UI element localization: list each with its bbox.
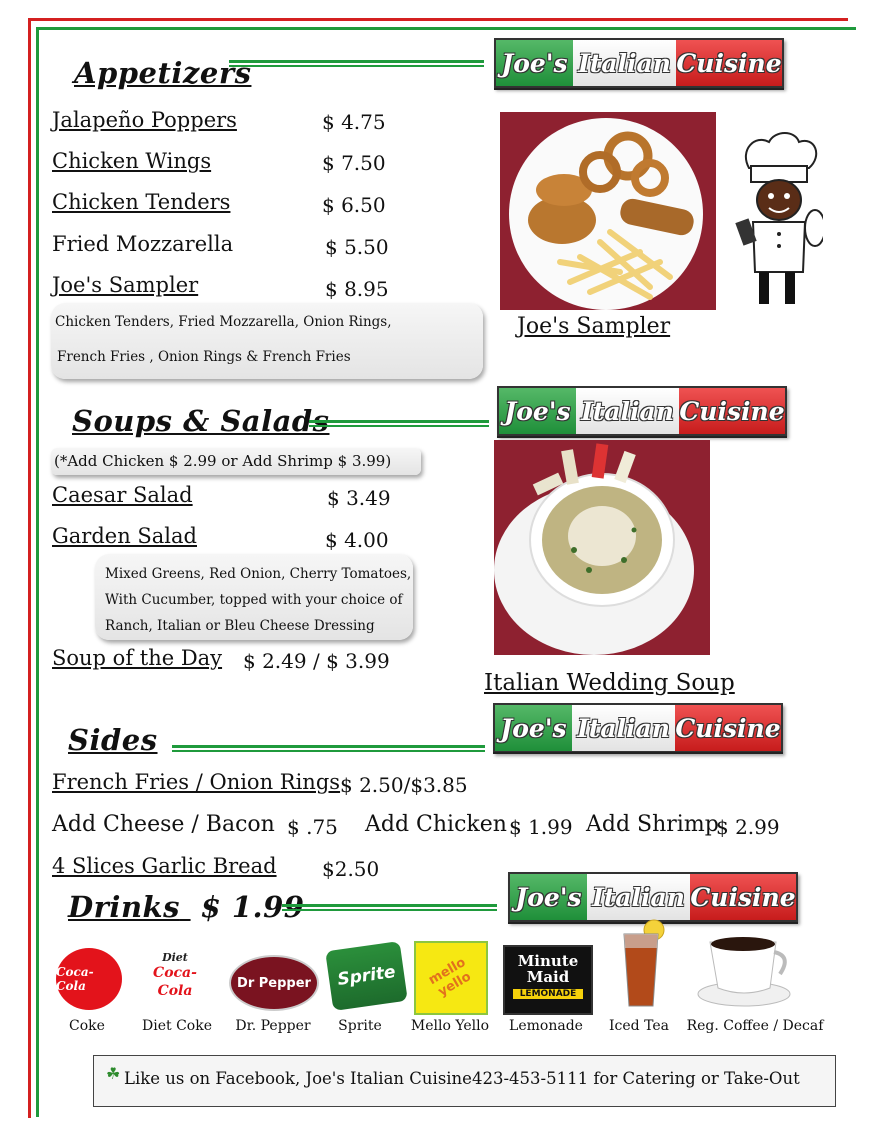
item-name: Jalapeño Poppers: [52, 108, 237, 132]
drinks-heading: [68, 890, 304, 924]
brand-part1: Joe's: [510, 874, 587, 920]
item-name: Chicken Tenders: [52, 190, 231, 214]
drink-label-mello-yello: Mello Yello: [410, 1018, 490, 1034]
item-name: French Fries / Onion Rings: [52, 770, 341, 794]
coke-logo-text: Coca-Cola: [56, 965, 94, 993]
iced-tea-icon: [618, 918, 668, 1010]
brand-banner-3: [493, 703, 783, 753]
menu-price-soup: $ 2.49 / $ 3.99: [243, 649, 390, 673]
mello-yello-logo: [414, 941, 488, 1015]
coffee-cup-icon: [694, 932, 796, 1010]
note-line: French Fries , Onion Rings & French Fries: [57, 349, 351, 365]
drink-label-diet-coke: Diet Coke: [142, 1018, 212, 1034]
mm-line2: Maid: [526, 968, 570, 986]
item-name: Chicken Wings: [52, 149, 212, 173]
menu-item-mozzarella: [52, 232, 233, 256]
drink-label-dr-pepper: Dr. Pepper: [235, 1018, 311, 1034]
brand-part3: Cuisine: [675, 705, 781, 751]
appetizers-heading: Appetizers: [74, 56, 252, 90]
chef-illustration: [735, 130, 823, 308]
note-line: With Cucumber, topped with your choice of: [105, 592, 403, 608]
menu-price-sampler: $ 8.95: [325, 277, 389, 301]
coffee-image: [694, 932, 796, 1010]
soup-caption: Italian Wedding Soup: [484, 670, 735, 696]
border-left-red: [28, 18, 31, 1118]
drink-label-coke: Coke: [69, 1018, 105, 1034]
menu-item-garden: [52, 524, 197, 548]
diet-coke-logo-text: Coca-Cola: [153, 965, 197, 999]
menu-price-caesar: $ 3.49: [327, 486, 391, 510]
menu-price-add-shrimp: $ 2.99: [716, 815, 780, 839]
menu-price-mozzarella: $ 5.50: [325, 235, 389, 259]
chef-icon: [735, 130, 823, 308]
garden-description: [95, 554, 413, 640]
sides-heading: Sides: [68, 723, 158, 757]
item-name: 4 Slices Garlic Bread: [52, 854, 277, 878]
brand-part3: Cuisine: [676, 40, 782, 86]
brand-banner-1: [494, 38, 784, 88]
diet-label: Diet: [162, 951, 188, 964]
drink-label-iced-tea: Iced Tea: [609, 1018, 669, 1034]
note-line: Ranch, Italian or Bleu Cheese Dressing: [105, 618, 375, 634]
drink-label-sprite: Sprite: [338, 1018, 382, 1034]
iced-tea-image: [618, 918, 668, 1010]
sampler-photo-art: [500, 112, 716, 310]
footer-text: Like us on Facebook, Joe's Italian Cuisine423-453-5111 for Catering or Take-Out: [124, 1069, 800, 1088]
item-name: Caesar Salad: [52, 483, 193, 507]
dr-pepper-logo-text: Dr Pepper: [237, 975, 311, 991]
soups-rule: [309, 420, 489, 427]
mello-yello-logo-text: mello yello: [426, 954, 474, 1000]
brand-part1: Joe's: [496, 40, 573, 86]
soup-photo: [494, 440, 710, 655]
brand-part2: Italian: [573, 40, 676, 86]
menu-item-sampler: [52, 273, 198, 297]
sprite-logo: [325, 941, 408, 1011]
mm-line1: Minute: [517, 952, 579, 970]
brand-part2: Italian: [587, 874, 690, 920]
menu-price-wings: $ 7.50: [322, 151, 386, 175]
menu-item-tenders: [52, 190, 230, 214]
drink-label-coffee: Reg. Coffee / Decaf: [686, 1018, 824, 1034]
menu-price-cheese: $ .75: [287, 815, 338, 839]
menu-item-garlic-bread: [52, 854, 277, 878]
sampler-description: [51, 303, 483, 379]
menu-item-wings: [52, 149, 211, 173]
menu-item-soup: [52, 646, 222, 670]
brand-banner-4: [508, 872, 798, 922]
menu-item-add-shrimp: [586, 812, 719, 837]
drinks-rule: [282, 904, 497, 911]
addon-text: (*Add Chicken $ 2.99 or Add Shrimp $ 3.99): [54, 452, 392, 470]
menu-item-add-chicken: [365, 812, 507, 837]
border-left-green: [36, 27, 39, 1117]
brand-part3: Cuisine: [690, 874, 796, 920]
note-line: Mixed Greens, Red Onion, Cherry Tomatoes,: [105, 566, 412, 582]
brand-part3: Cuisine: [679, 388, 785, 434]
menu-item-fries: [52, 770, 340, 794]
menu-price-add-chicken: $ 1.99: [509, 815, 573, 839]
menu-item-jalapeno: [52, 108, 237, 132]
soups-addon-note: [51, 448, 421, 475]
drink-label-lemonade: Lemonade: [509, 1018, 583, 1034]
drinks-title: Drinks: [68, 890, 180, 924]
brand-part2: Italian: [572, 705, 675, 751]
dr-pepper-logo: [229, 955, 319, 1011]
item-name: Add Shrimp: [586, 812, 719, 837]
menu-item-cheese: [52, 812, 275, 837]
note-line: Chicken Tenders, Fried Mozzarella, Onion Rings,: [55, 314, 392, 330]
soup-photo-art: [494, 440, 710, 655]
brand-part1: Joe's: [495, 705, 572, 751]
sprite-logo-text: Sprite: [336, 962, 397, 990]
coke-logo: [56, 948, 122, 1010]
item-name: Garden Salad: [52, 524, 197, 548]
drinks-price: $ 1.99: [200, 890, 305, 924]
sampler-photo: [500, 112, 716, 310]
banner-underline-2: [497, 436, 787, 438]
diet-coke-logo: [137, 951, 213, 999]
banner-underline-1: [494, 88, 784, 90]
menu-price-garden: $ 4.00: [325, 528, 389, 552]
appetizers-rule: [229, 60, 484, 67]
item-name: Joe's Sampler: [52, 273, 199, 297]
banner-underline-3: [493, 752, 783, 754]
mm-line3: LEMONADE: [513, 989, 583, 999]
brand-banner-2: [497, 386, 787, 436]
brand-part1: Joe's: [499, 388, 576, 434]
border-top-red: [28, 18, 848, 21]
menu-price-jalapeno: $ 4.75: [322, 110, 386, 134]
item-name: Fried Mozzarella: [52, 232, 234, 256]
sides-rule: [172, 745, 485, 752]
menu-price-tenders: $ 6.50: [322, 193, 386, 217]
footer-box: [93, 1055, 836, 1107]
shamrock-icon: ☘: [106, 1064, 121, 1083]
border-top-green: [36, 27, 856, 30]
brand-part2: Italian: [576, 388, 679, 434]
menu-price-garlic-bread: $2.50: [322, 857, 380, 881]
soups-heading: Soups & Salads: [72, 404, 330, 438]
item-name: Add Chicken: [365, 812, 507, 837]
sampler-caption: Joe's Sampler: [517, 314, 671, 339]
menu-item-caesar: [52, 483, 193, 507]
menu-price-fries: $ 2.50/$3.85: [340, 773, 468, 797]
minute-maid-logo: [503, 945, 593, 1015]
item-name: Add Cheese / Bacon: [52, 812, 275, 837]
item-name: Soup of the Day: [52, 646, 223, 670]
